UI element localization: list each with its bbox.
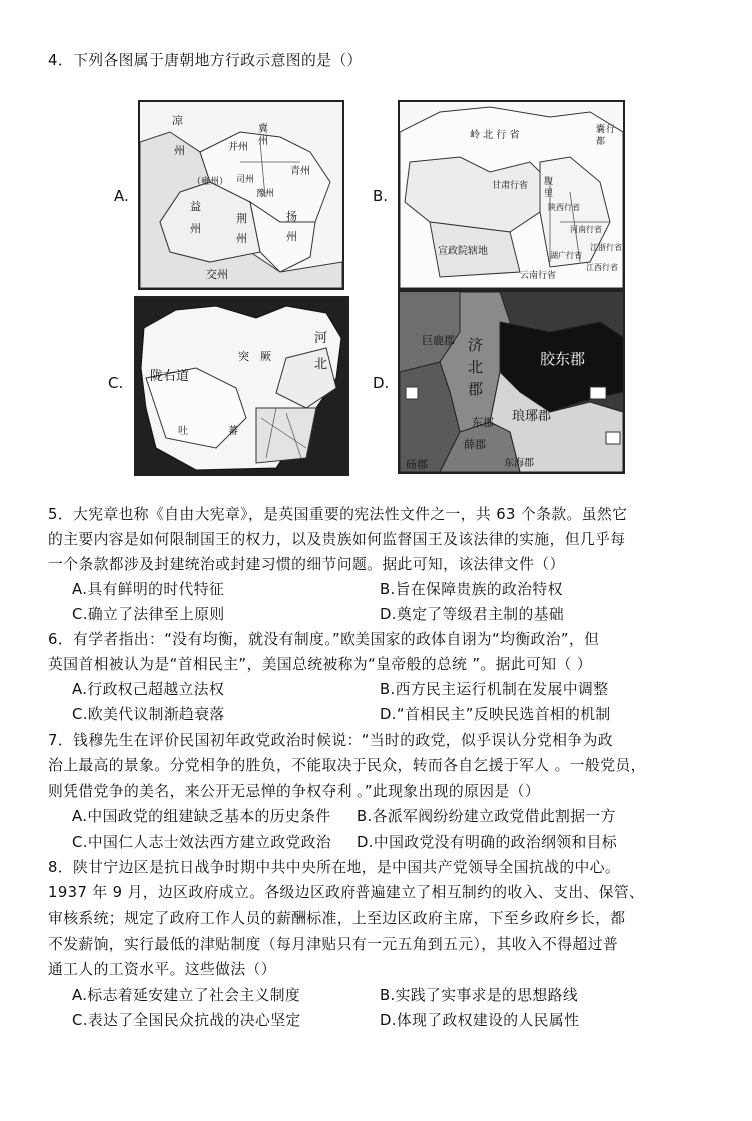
- question-8-stem: 审核系统；规定了政府工作人员的薪酬标准，上至边区政府主席，下至乡政府乡长，都: [48, 910, 626, 927]
- map-c: [134, 296, 349, 476]
- map-d-label: 郡: [468, 380, 484, 398]
- q5-option-b: B.旨在保障贵族的政治特权: [380, 581, 563, 598]
- map-c-label: 河: [314, 331, 328, 346]
- map-b-label: 都: [596, 137, 606, 147]
- map-d-label: 东海郡: [504, 458, 534, 469]
- map-a-label: 荆: [236, 212, 247, 225]
- map-c-label: 突: [238, 350, 249, 363]
- map-a-label: 青州: [290, 166, 310, 177]
- map-a-label: 交州: [206, 268, 228, 281]
- question-8-stem: 1937 年 9 月，边区政府成立。各级边区政府普遍建立了相互制约的收入、支出、保管、: [48, 884, 645, 901]
- map-b-label: 陕西行省: [548, 203, 580, 212]
- q5-option-a: A.具有鲜明的时代特征: [72, 581, 225, 598]
- q6-option-a: A.行政权己超越立法权: [72, 681, 225, 698]
- map-a-label: 凉: [172, 114, 183, 127]
- map-a-label: 州: [174, 144, 185, 157]
- map-b-label: 江浙行省: [590, 243, 622, 252]
- question-6-stem: 英国首相被认为是“首相民主”，美国总统被称为“皇帝般的总统 ”。据此可知（ ）: [48, 656, 592, 673]
- option-d-label: D.: [373, 374, 390, 392]
- question-7-stem: 则凭借党争的美名，来公开无忌惮的争权夺利 。”此现象出现的原因是（）: [48, 783, 541, 800]
- option-c-label: C.: [108, 374, 124, 392]
- map-a-label: 州: [258, 136, 268, 147]
- map-b-label: 甘肃行省: [492, 181, 529, 191]
- q6-option-d: D.“首相民主”反映民选首相的机制: [380, 706, 611, 723]
- map-b: [398, 100, 625, 290]
- q8-option-d: D.体现了政权建设的人民属性: [380, 1012, 580, 1029]
- question-5-stem: 一个条款都涉及封建统治或封建习惯的细节问题。据此可知，该法律文件（）: [48, 556, 565, 573]
- question-5-stem: 的主要内容是如何限制国王的权力，以及贵族如何监督国王及该法律的实施，但几乎每: [48, 531, 626, 548]
- map-b-label: 云南行省: [520, 271, 557, 281]
- map-d-label: 济: [468, 336, 484, 354]
- map-a-label: 扬: [286, 210, 297, 223]
- map-a: [138, 100, 344, 290]
- map-c-label: 蕃: [228, 426, 238, 437]
- map-a-label: 州: [190, 222, 201, 235]
- q8-option-a: A.标志着延安建立了社会主义制度: [72, 987, 301, 1004]
- map-b-label: 宣政院辖地: [438, 246, 488, 257]
- map-a-label: 司州: [236, 175, 255, 185]
- question-4-stem: 4．下列各图属于唐朝地方行政示意图的是（）: [48, 52, 362, 69]
- q8-option-c: C.表达了全国民众抗战的决心坚定: [72, 1012, 301, 1029]
- map-a-label: 州: [236, 232, 247, 245]
- question-5-stem: 5．大宪章也称《自由大宪章》，是英国重要的宪法性文件之一，共 63 个条款。虽然它: [48, 506, 628, 523]
- map-b-label: 河南行省: [570, 225, 602, 234]
- q7-option-b: B.各派军阀纷纷建立政党借此割据一方: [357, 808, 616, 825]
- map-d-label: 砀郡: [406, 458, 428, 471]
- map-d-label: 琅琊郡: [512, 409, 552, 424]
- q7-option-d: D.中国政党没有明确的政治纲领和目标: [357, 834, 618, 851]
- map-a-label: 冀: [258, 124, 268, 135]
- map-b-label: 江西行省: [586, 263, 618, 272]
- question-8-stem: 不发薪饷，实行最低的津贴制度（每月津贴只有一元五角到五元），其收入不得超过普: [48, 936, 619, 953]
- q6-option-c: C.欧美代议制渐趋衰落: [72, 706, 225, 723]
- map-a-label: 益: [190, 200, 201, 213]
- map-b-label: 里: [544, 189, 554, 199]
- map-b-label: 囊: [596, 125, 606, 135]
- map-c-label: 北: [314, 357, 328, 372]
- question-8-stem: 通工人的工资水平。这些做法（）: [48, 961, 276, 978]
- map-d-label: 薛郡: [464, 438, 486, 451]
- question-7-stem: 7．钱穆先生在评价民国初年政党政治时候说：“当时的政党，似乎误认分党相争为政: [48, 732, 613, 749]
- map-a-label: （雍州）: [192, 177, 229, 187]
- q6-option-b: B.西方民主运行机制在发展中调整: [380, 681, 609, 698]
- map-d-label: 巨鹿郡: [422, 334, 455, 347]
- map-c-label: 厥: [260, 350, 271, 363]
- map-b-label: 湖广行省: [550, 251, 582, 260]
- map-a-label: 并州: [228, 142, 248, 153]
- map-d: [398, 290, 625, 474]
- map-a-label: 州: [286, 230, 297, 243]
- map-d-label: 东郡: [472, 416, 494, 429]
- q7-option-a: A.中国政党的组建缺乏基本的历史条件: [72, 808, 331, 825]
- map-b-label: 行: [606, 125, 616, 135]
- map-d-label: 胶东郡: [540, 350, 586, 368]
- map-b-label: 岭 北 行 省: [470, 130, 520, 141]
- option-b-label: B.: [373, 187, 389, 205]
- map-a-label: 豫州: [256, 189, 275, 199]
- q5-option-c: C.确立了法律至上原则: [72, 606, 225, 623]
- map-c-label: 陇右道: [150, 369, 190, 384]
- question-8-stem: 8．陕甘宁边区是抗日战争时期中共中央所在地，是中国共产党领导全国抗战的中心。: [48, 859, 621, 876]
- q5-option-d: D.奠定了等级君主制的基础: [380, 606, 565, 623]
- map-c-label: 吐: [178, 426, 188, 437]
- q8-option-b: B.实践了实事求是的思想路线: [380, 987, 579, 1004]
- question-6-stem: 6．有学者指出：“没有均衡，就没有制度。”欧美国家的政体自诩为“均衡政治”，但: [48, 631, 600, 648]
- map-b-label: 腹: [544, 177, 554, 187]
- option-a-label: A.: [114, 187, 129, 205]
- question-7-stem: 治上最高的景象。分党相争的胜负，不能取决于民众，转而各自乞援于军人 。一般党员，: [48, 757, 646, 774]
- q7-option-c: C.中国仁人志士效法西方建立政党政治: [72, 834, 331, 851]
- map-d-label: 北: [468, 358, 484, 376]
